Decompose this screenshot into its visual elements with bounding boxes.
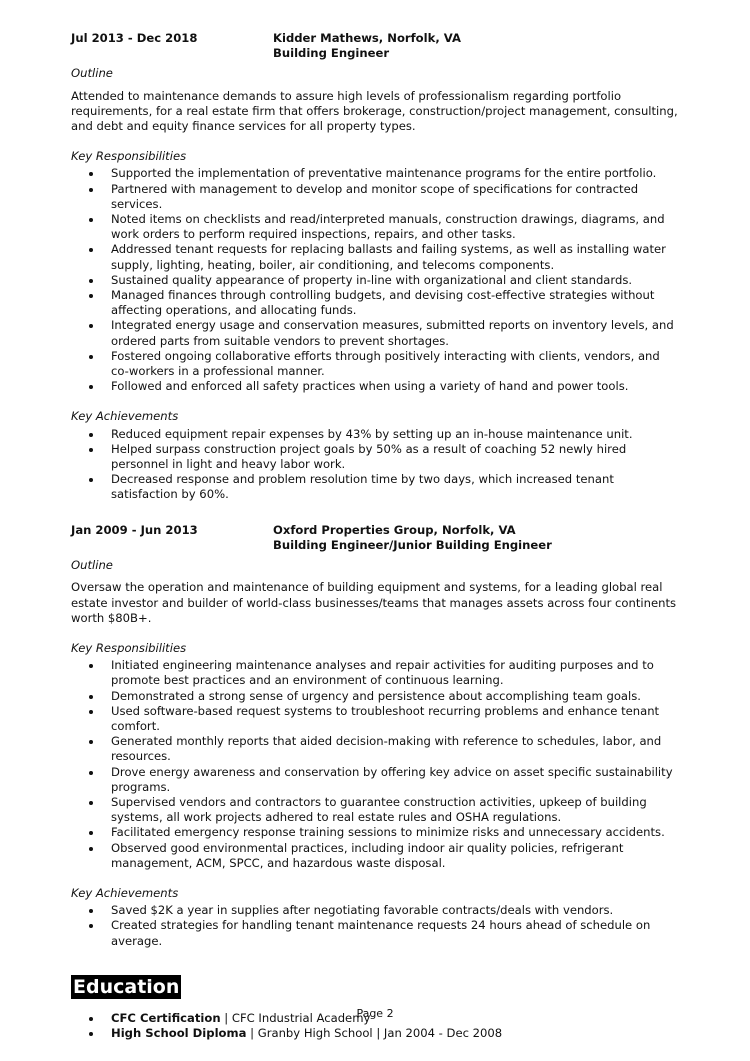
education-details: | CFC Industrial Academy xyxy=(220,1010,371,1025)
bullet-icon xyxy=(89,188,93,192)
job-dates: Jan 2009 - Jun 2013 xyxy=(71,522,198,537)
bullet-icon xyxy=(89,294,93,298)
bullet-icon xyxy=(89,478,93,482)
list-item xyxy=(71,1026,681,1041)
education-details: | Granby High School | Jan 2004 - Dec 2008 xyxy=(246,1025,503,1040)
bullet-icon xyxy=(89,433,93,437)
bullet-icon xyxy=(89,172,93,176)
responsibilities-label: Key Responsibilities xyxy=(71,640,187,655)
list-item: Generated monthly reports that aided decision-making with reference to schedules, labor, and resources. xyxy=(71,734,681,764)
achievements-list xyxy=(71,427,681,503)
bullet-icon xyxy=(89,771,93,775)
list-item: Supported the implementation of preventative maintenance programs for the entire portfolio. xyxy=(71,166,681,181)
bullet-icon xyxy=(89,847,93,851)
list-item: Observed good environmental practices, including indoor air quality policies, refrigerant management, ACM, SPCC, and hazardous waste disposal. xyxy=(71,841,681,871)
education-name: CFC Certification xyxy=(111,1010,221,1025)
job-header xyxy=(71,31,681,61)
list-item: Created strategies for handling tenant maintenance requests 24 hours ahead of schedule on average. xyxy=(71,918,681,948)
list-item: Followed and enforced all safety practices when using a variety of hand and power tools. xyxy=(71,379,681,394)
list-item: Initiated engineering maintenance analyses and repair activities for auditing purposes and to promote best practices and an environment of continuous learning. xyxy=(71,658,681,688)
responsibilities-list xyxy=(71,658,681,871)
outline-label: Outline xyxy=(71,66,113,81)
bullet-icon xyxy=(89,385,93,389)
list-item: Drove energy awareness and conservation by offering key advice on asset specific sustainability programs. xyxy=(71,765,681,795)
list-item: Decreased response and problem resolution time by two days, which increased tenant satisfaction by 60%. xyxy=(71,472,681,502)
education-section xyxy=(71,969,681,1041)
education-heading: Education xyxy=(73,975,180,998)
achievements-label: Key Achievements xyxy=(71,885,179,900)
list-item: Integrated energy usage and conservation measures, submitted reports on inventory levels, and ordered parts from suitable vendors to prevent shortages. xyxy=(71,318,681,348)
bullet-icon xyxy=(89,448,93,452)
list-item: Addressed tenant requests for replacing ballasts and failing systems, as well as installing water supply, lighting, heating, boiler, air conditioning, and telecoms components. xyxy=(71,242,681,272)
bullet-icon xyxy=(89,924,93,928)
bullet-icon xyxy=(89,740,93,744)
bullet-icon xyxy=(89,831,93,835)
list-item: Facilitated emergency response training sessions to minimize risks and unnecessary accidents. xyxy=(71,825,681,840)
achievements-label: Key Achievements xyxy=(71,409,179,424)
job-title: Building Engineer/Junior Building Engineer xyxy=(273,537,552,552)
list-item: Partnered with management to develop and monitor scope of specifications for contracted services. xyxy=(71,182,681,212)
list-item: Noted items on checklists and read/interpreted manuals, construction drawings, diagrams, and work orders to perform required inspections, repairs, and other tasks. xyxy=(71,212,681,242)
bullet-icon xyxy=(89,909,93,913)
bullet-icon xyxy=(89,324,93,328)
list-item: Sustained quality appearance of property in-line with organizational and client standards. xyxy=(71,273,681,288)
outline-text: Oversaw the operation and maintenance of building equipment and systems, for a leading global real estate investor and builder of world-class businesses/teams that manages assets across four continents worth $80B+. xyxy=(71,580,677,625)
outline-text: Attended to maintenance demands to assure high levels of professionalism regarding portfolio requirements, for a real estate firm that offers brokerage, construction/project management, consulting, and debt and equity finance services for all property types. xyxy=(71,88,678,134)
bullet-icon xyxy=(89,664,93,668)
bullet-icon xyxy=(89,695,93,699)
outline-label: Outline xyxy=(71,558,113,573)
job-dates: Jul 2013 - Dec 2018 xyxy=(71,31,198,45)
bullet-icon xyxy=(89,248,93,252)
bullet-icon xyxy=(89,355,93,359)
list-item: Supervised vendors and contractors to guarantee construction activities, upkeep of building systems, all work projects adhered to real estate rules and OSHA regulations. xyxy=(71,795,681,825)
bullet-icon xyxy=(89,801,93,805)
list-item: Used software-based request systems to troubleshoot recurring problems and enhance tenant comfort. xyxy=(71,704,681,734)
list-item: Fostered ongoing collaborative efforts through positively interacting with clients, vendors, and co-workers in a professional manner. xyxy=(71,349,681,379)
bullet-icon xyxy=(89,218,93,222)
job-entry-2 xyxy=(71,523,681,949)
job-title: Building Engineer xyxy=(273,46,390,61)
list-item: Helped surpass construction project goals by 50% as a result of coaching 52 newly hired personnel in light and heavy labor work. xyxy=(71,442,681,472)
page-number: Page 2 xyxy=(356,1007,394,1020)
job-header xyxy=(71,523,681,553)
list-item: Reduced equipment repair expenses by 43% by setting up an in-house maintenance unit. xyxy=(71,427,681,442)
bullet-icon xyxy=(89,1032,93,1036)
list-item: Managed finances through controlling budgets, and devising cost-effective strategies without affecting operations, and allocating funds. xyxy=(71,288,681,318)
job-entry-1 xyxy=(71,31,681,503)
education-name: High School Diploma xyxy=(111,1025,247,1040)
bullet-icon xyxy=(89,279,93,283)
list-item: Demonstrated a strong sense of urgency and persistence about accomplishing team goals. xyxy=(71,689,681,704)
list-item: Saved $2K a year in supplies after negotiating favorable contracts/deals with vendors. xyxy=(71,903,681,918)
bullet-icon xyxy=(89,710,93,714)
resume-content xyxy=(71,31,681,1041)
responsibilities-label: Key Responsibilities xyxy=(71,149,187,164)
achievements-list xyxy=(71,903,681,949)
responsibilities-list xyxy=(71,166,681,394)
job-company: Kidder Mathews, Norfolk, VA xyxy=(273,31,461,45)
job-company: Oxford Properties Group, Norfolk, VA xyxy=(273,522,516,537)
